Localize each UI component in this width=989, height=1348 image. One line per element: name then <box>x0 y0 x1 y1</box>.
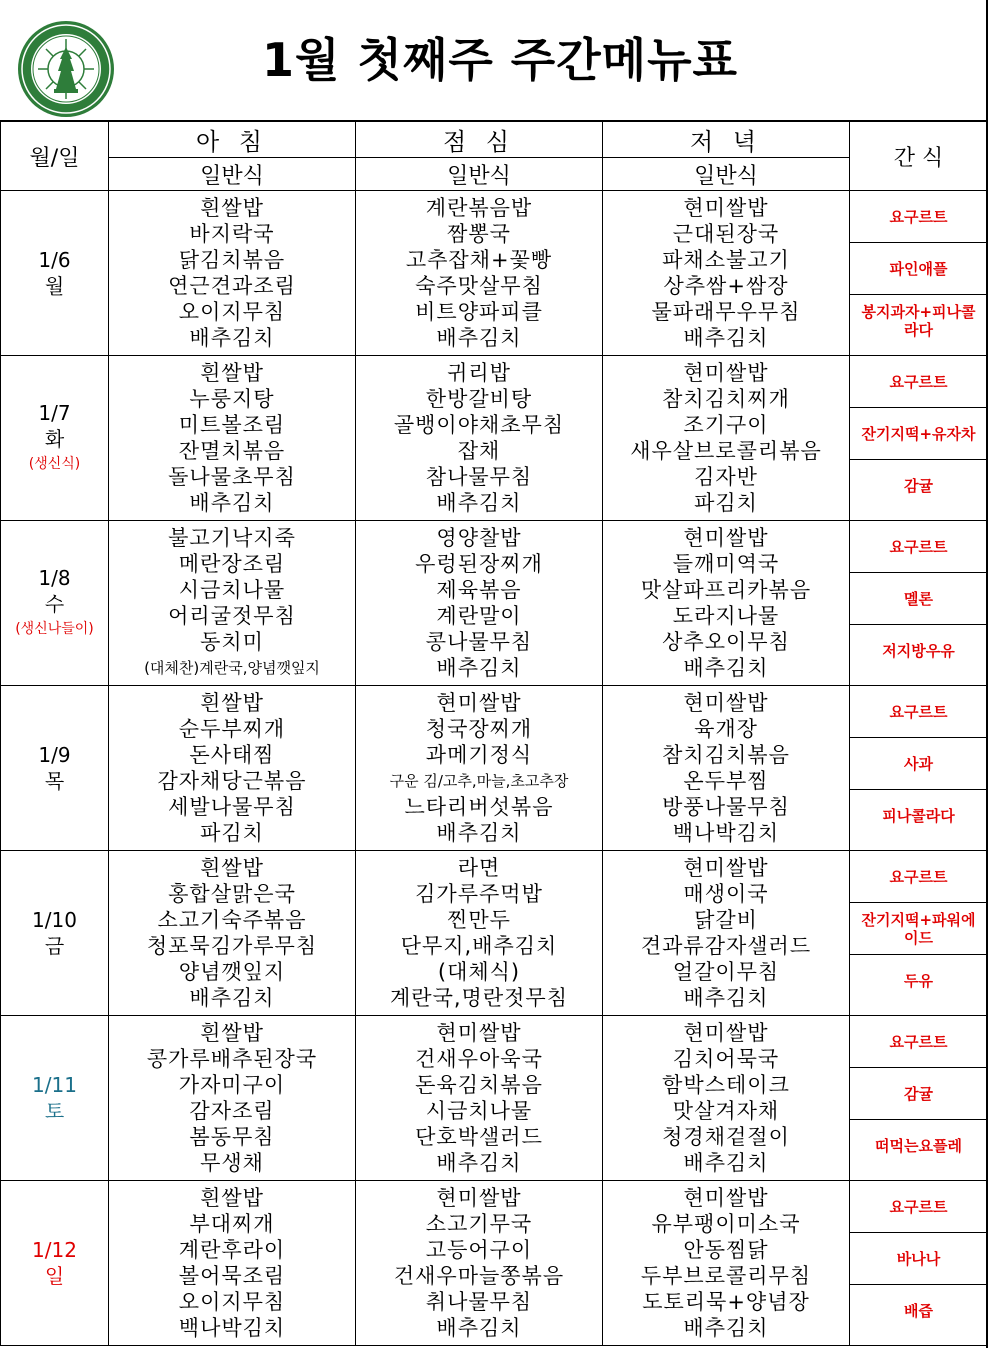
date-label: 1/10 <box>32 908 77 932</box>
menu-item: 물파래무우무침 <box>651 300 801 324</box>
menu-item: 연근견과조림 <box>168 274 296 298</box>
menu-item: 구운 김/고추,마늘,초고추장 <box>389 772 569 790</box>
menu-item: 계란후라이 <box>178 1238 286 1262</box>
menu-item: 매생이국 <box>683 882 769 906</box>
menu-item: 배추김치 <box>683 326 769 350</box>
snack-item: 파인애플 <box>889 259 948 278</box>
menu-item: 현미쌀밥 <box>683 196 769 220</box>
menu-item: 시금치나물 <box>425 1099 533 1123</box>
menu-item: 누룽지탕 <box>189 387 275 411</box>
menu-item: 어리굴젓무침 <box>168 604 296 628</box>
menu-item: 세발나물무침 <box>168 795 296 819</box>
menu-item: 청경채겉절이 <box>662 1125 790 1149</box>
date-label: 1/11 <box>32 1073 77 1097</box>
header-dinner: 저 녁 <box>603 121 850 158</box>
menu-item: 바지락국 <box>189 222 275 246</box>
snack-slot <box>850 790 987 841</box>
snack-cell <box>850 1181 988 1346</box>
menu-item: 현미쌀밥 <box>683 526 769 550</box>
dinner-cell <box>603 851 850 1016</box>
date-label: 1/12 <box>32 1238 77 1262</box>
menu-item: 도토리묵+양념장 <box>642 1290 810 1314</box>
header-snack: 간 식 <box>850 121 988 191</box>
weekday-label: 금 <box>44 934 65 958</box>
day-note: (생신식) <box>28 456 81 472</box>
snack-cell <box>850 1016 988 1181</box>
menu-item: 영양찰밥 <box>436 526 522 550</box>
breakfast-cell <box>109 521 356 686</box>
snack-item: 잔기지떡+유자차 <box>861 424 976 443</box>
snack-item: 멜론 <box>904 589 933 608</box>
subheader-lunch: 일반식 <box>356 158 603 191</box>
menu-item: 조기구이 <box>683 413 769 437</box>
menu-item: 소고기숙주볶음 <box>157 908 307 932</box>
menu-item: 배추김치 <box>436 326 522 350</box>
breakfast-cell <box>109 686 356 851</box>
menu-item: 콩가루배추된장국 <box>146 1047 318 1071</box>
snack-item: 바나나 <box>896 1249 941 1268</box>
menu-item: 안동찜닭 <box>683 1238 769 1262</box>
snack-item: 감귤 <box>904 476 933 495</box>
menu-item: 현미쌀밥 <box>683 1186 769 1210</box>
dinner-cell <box>603 191 850 356</box>
menu-item: 잔멸치볶음 <box>178 439 286 463</box>
menu-item: 현미쌀밥 <box>683 361 769 385</box>
menu-item: 파김치 <box>694 491 758 515</box>
dinner-cell <box>603 1016 850 1181</box>
menu-item: 방풍나물무침 <box>662 795 790 819</box>
menu-item: 한방갈비탕 <box>425 387 533 411</box>
weekday-label: 토 <box>44 1099 65 1123</box>
menu-item: 계란국,명란젓무침 <box>390 986 568 1010</box>
menu-item: 순두부찌개 <box>178 717 286 741</box>
menu-item: 단호박샐러드 <box>415 1125 543 1149</box>
snack-slot <box>850 573 987 625</box>
menu-item: 고추잡채+꽃빵 <box>405 248 553 272</box>
menu-item: 근대된장국 <box>672 222 780 246</box>
snack-slot <box>850 1181 987 1233</box>
snack-slot <box>850 1233 987 1285</box>
snack-item: 요구르트 <box>889 207 948 226</box>
menu-item: 부대찌개 <box>189 1212 275 1236</box>
menu-item: 현미쌀밥 <box>683 856 769 880</box>
date-cell <box>1 1181 109 1346</box>
menu-item: 메란장조림 <box>178 552 286 576</box>
day-row <box>1 191 988 356</box>
menu-item: 맛살겨자채 <box>672 1099 780 1123</box>
snack-item: 요구르트 <box>889 867 948 886</box>
snack-cell <box>850 521 988 686</box>
menu-item: 시금치나물 <box>178 578 286 602</box>
menu-item: 현미쌀밥 <box>683 691 769 715</box>
menu-item: 감자채당근볶음 <box>157 769 307 793</box>
menu-item: 건새우아욱국 <box>415 1047 543 1071</box>
menu-item: 청포묵김가루무침 <box>146 934 318 958</box>
menu-item: 도라지나물 <box>672 604 780 628</box>
snack-item: 두유 <box>904 971 933 990</box>
menu-item: 흰쌀밥 <box>200 1021 264 1045</box>
day-row <box>1 686 988 851</box>
menu-item: 배추김치 <box>436 656 522 680</box>
weekly-menu-table <box>0 120 988 1346</box>
menu-item: 돌나물초무침 <box>168 465 296 489</box>
menu-item: 들깨미역국 <box>672 552 780 576</box>
snack-item: 요구르트 <box>889 1032 948 1051</box>
snack-cell <box>850 686 988 851</box>
weekday-label: 목 <box>44 769 65 793</box>
menu-item: 현미쌀밥 <box>436 1186 522 1210</box>
menu-item: 흰쌀밥 <box>200 1186 264 1210</box>
menu-item: 귀리밥 <box>447 361 511 385</box>
menu-item: 흰쌀밥 <box>200 361 264 385</box>
snack-cell <box>850 356 988 521</box>
breakfast-cell <box>109 1181 356 1346</box>
snack-slot <box>850 851 987 903</box>
menu-item: 계란볶음밥 <box>425 196 533 220</box>
snack-item: 요구르트 <box>889 702 948 721</box>
breakfast-cell <box>109 1016 356 1181</box>
menu-item: 소고기무국 <box>425 1212 533 1236</box>
snack-slot <box>850 903 987 955</box>
date-cell <box>1 851 109 1016</box>
subheader-breakfast: 일반식 <box>109 158 356 191</box>
snack-item: 저지방우유 <box>882 641 955 660</box>
lunch-cell <box>356 686 603 851</box>
menu-item: (대체식) <box>437 960 521 984</box>
day-row <box>1 521 988 686</box>
menu-item: 취나물무침 <box>425 1290 533 1314</box>
day-row <box>1 1181 988 1346</box>
menu-item: 돈육김치볶음 <box>415 1073 543 1097</box>
menu-item: 파채소불고기 <box>662 248 790 272</box>
date-cell <box>1 356 109 521</box>
snack-item: 사과 <box>904 754 933 773</box>
dinner-cell <box>603 686 850 851</box>
date-cell <box>1 686 109 851</box>
menu-item: 동치미 <box>200 630 264 654</box>
snack-slot <box>850 1120 987 1171</box>
lunch-cell <box>356 356 603 521</box>
menu-item: 흰쌀밥 <box>200 856 264 880</box>
date-label: 1/9 <box>38 743 71 767</box>
menu-item: 우렁된장찌개 <box>415 552 543 576</box>
lunch-cell <box>356 191 603 356</box>
day-row <box>1 1016 988 1181</box>
menu-item: 흰쌀밥 <box>200 691 264 715</box>
snack-slot <box>850 408 987 460</box>
snack-item: 요구르트 <box>889 372 948 391</box>
snack-item: 떠먹는요플레 <box>875 1136 962 1155</box>
snack-item: 요구르트 <box>889 1197 948 1216</box>
day-row <box>1 356 988 521</box>
menu-item: 맛살파프리카볶음 <box>640 578 812 602</box>
menu-item: 과메기정식 <box>425 743 533 767</box>
header-date: 월/일 <box>1 121 109 191</box>
menu-item: 볼어묵조림 <box>178 1264 286 1288</box>
emblem-logo <box>16 19 116 119</box>
menu-item: 현미쌀밥 <box>436 1021 522 1045</box>
weekday-label: 수 <box>44 592 65 616</box>
menu-item: 상추쌈+쌈장 <box>663 274 789 298</box>
menu-item: 청국장찌개 <box>425 717 533 741</box>
header-breakfast: 아 침 <box>109 121 356 158</box>
menu-item: 백나박김치 <box>672 821 780 845</box>
day-note: (생신나들이) <box>15 621 94 637</box>
snack-slot <box>850 1068 987 1120</box>
menu-item: 제육볶음 <box>436 578 522 602</box>
snack-slot <box>850 1016 987 1068</box>
breakfast-cell <box>109 851 356 1016</box>
snack-slot <box>850 521 987 573</box>
menu-item: 계란말이 <box>436 604 522 628</box>
menu-item: 현미쌀밥 <box>683 1021 769 1045</box>
snack-slot <box>850 460 987 511</box>
menu-item: 오이지무침 <box>178 300 286 324</box>
menu-item: 감자조림 <box>189 1099 275 1123</box>
snack-item: 피나콜라다 <box>882 806 955 825</box>
menu-item: 골뱅이야채초무침 <box>393 413 565 437</box>
lunch-cell <box>356 1181 603 1346</box>
weekday-label: 화 <box>44 427 65 451</box>
page-title: 1월 첫째주 주간메뉴표 <box>262 33 738 87</box>
menu-item: 파김치 <box>200 821 264 845</box>
menu-item: 백나박김치 <box>178 1316 286 1340</box>
menu-item: 배추김치 <box>189 326 275 350</box>
date-cell <box>1 191 109 356</box>
snack-slot <box>850 625 987 676</box>
menu-item: 미트볼조림 <box>178 413 286 437</box>
menu-item: 배추김치 <box>683 1316 769 1340</box>
menu-item: 짬뽕국 <box>447 222 511 246</box>
menu-item: 두부브로콜리무침 <box>640 1264 812 1288</box>
menu-item: 배추김치 <box>683 1151 769 1175</box>
date-label: 1/6 <box>38 248 71 272</box>
date-label: 1/7 <box>38 401 71 425</box>
snack-slot <box>850 738 987 790</box>
menu-item: 비트양파피클 <box>415 300 543 324</box>
menu-item: 불고기낙지죽 <box>168 526 296 550</box>
menu-item: (대체찬)계란국,양념깻잎지 <box>144 659 320 677</box>
snack-slot <box>850 243 987 295</box>
menu-item: 온두부찜 <box>683 769 769 793</box>
dinner-cell <box>603 521 850 686</box>
menu-item: 상추오이무침 <box>662 630 790 654</box>
snack-slot <box>850 356 987 408</box>
snack-slot <box>850 295 987 346</box>
menu-item: 배추김치 <box>683 656 769 680</box>
menu-item: 무생채 <box>200 1151 264 1175</box>
lunch-cell <box>356 521 603 686</box>
menu-item: 홍합살맑은국 <box>168 882 296 906</box>
menu-item: 배추김치 <box>189 491 275 515</box>
date-cell <box>1 1016 109 1181</box>
menu-item: 잡채 <box>457 439 501 463</box>
menu-item: 배추김치 <box>436 821 522 845</box>
menu-item: 단무지,배추김치 <box>400 934 558 958</box>
snack-slot <box>850 955 987 1006</box>
snack-item: 봉지과자+피나콜라다 <box>861 302 976 339</box>
snack-item: 잔기지떡+파워에이드 <box>861 910 976 947</box>
breakfast-cell <box>109 356 356 521</box>
menu-item: 배추김치 <box>683 986 769 1010</box>
snack-slot <box>850 1285 987 1336</box>
menu-item: 육개장 <box>694 717 758 741</box>
menu-item: 흰쌀밥 <box>200 196 264 220</box>
menu-item: 건새우마늘쫑볶음 <box>393 1264 565 1288</box>
menu-item: 참나물무침 <box>425 465 533 489</box>
menu-item: 봄동무침 <box>189 1125 275 1149</box>
menu-item: 닭김치볶음 <box>178 248 286 272</box>
menu-item: 닭갈비 <box>694 908 758 932</box>
menu-item: 배추김치 <box>436 1151 522 1175</box>
snack-item: 요구르트 <box>889 537 948 556</box>
breakfast-cell <box>109 191 356 356</box>
menu-item: 배추김치 <box>436 1316 522 1340</box>
menu-item: 참치김치찌개 <box>662 387 790 411</box>
lunch-cell <box>356 851 603 1016</box>
date-cell <box>1 521 109 686</box>
snack-cell <box>850 851 988 1016</box>
menu-item: 고등어구이 <box>425 1238 533 1262</box>
header-lunch: 점 심 <box>356 121 603 158</box>
menu-item: 김가루주먹밥 <box>415 882 543 906</box>
menu-item: 콩나물무침 <box>425 630 533 654</box>
menu-item: 김치어묵국 <box>672 1047 780 1071</box>
menu-item: 양념깻잎지 <box>178 960 286 984</box>
menu-item: 배추김치 <box>189 986 275 1010</box>
menu-item: 견과류감자샐러드 <box>640 934 812 958</box>
day-row <box>1 851 988 1016</box>
snack-slot <box>850 191 987 243</box>
snack-item: 배즙 <box>904 1301 933 1320</box>
menu-item: 찐만두 <box>447 908 511 932</box>
menu-item: 느타리버섯볶음 <box>404 795 554 819</box>
menu-item: 오이지무침 <box>178 1290 286 1314</box>
snack-item: 감귤 <box>904 1084 933 1103</box>
menu-item: 숙주맛살무침 <box>415 274 543 298</box>
menu-item: 김자반 <box>694 465 758 489</box>
subheader-dinner: 일반식 <box>603 158 850 191</box>
menu-item: 현미쌀밥 <box>436 691 522 715</box>
dinner-cell <box>603 1181 850 1346</box>
lunch-cell <box>356 1016 603 1181</box>
menu-item: 얼갈이무침 <box>672 960 780 984</box>
menu-item: 참치김치볶음 <box>662 743 790 767</box>
menu-item: 돈사태찜 <box>189 743 275 767</box>
dinner-cell <box>603 356 850 521</box>
menu-item: 새우살브로콜리볶음 <box>630 439 822 463</box>
snack-cell <box>850 191 988 356</box>
menu-item: 가자미구이 <box>178 1073 286 1097</box>
menu-item: 유부팽이미소국 <box>651 1212 801 1236</box>
menu-item: 함박스테이크 <box>662 1073 790 1097</box>
weekday-label: 월 <box>44 274 65 298</box>
weekday-label: 일 <box>44 1264 65 1288</box>
snack-slot <box>850 686 987 738</box>
date-label: 1/8 <box>38 566 71 590</box>
menu-item: 라면 <box>457 856 501 880</box>
menu-item: 배추김치 <box>436 491 522 515</box>
